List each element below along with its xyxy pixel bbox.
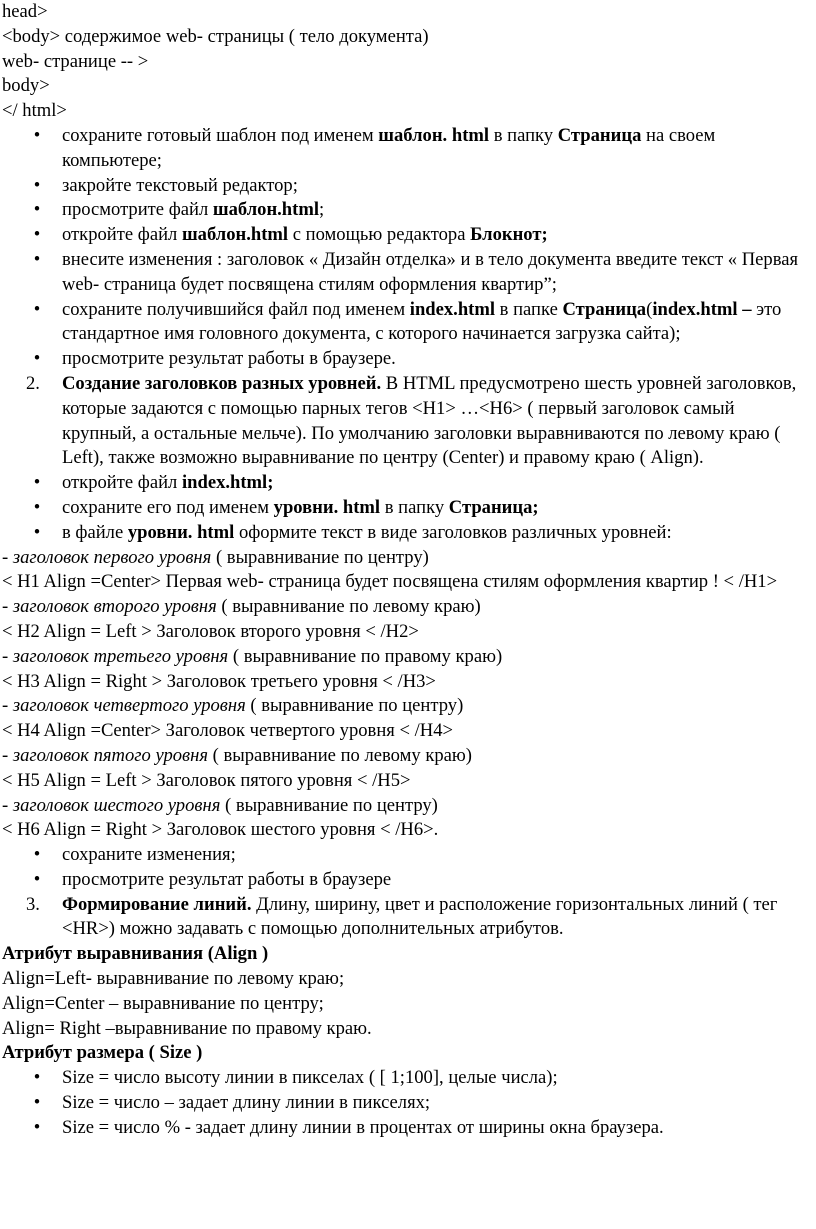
size-list: [0, 1066, 816, 1140]
heading-level-note: - заголовок шестого уровня ( выравнивание по центру): [2, 794, 438, 816]
bullet-icon: •: [33, 868, 41, 890]
code-line: head>: [2, 1, 48, 22]
list-item: • Size = число высоту линии в пикселах ( [ 1;100], целые числа);: [0, 1066, 816, 1091]
code-line: </ html>: [2, 100, 67, 122]
section-heading: Атрибут размера ( Size ): [2, 1042, 203, 1064]
list-item: • просмотрите результат работы в браузере: [0, 868, 816, 893]
list-item: • просмотрите файл шаблон.html;: [0, 198, 816, 223]
heading-code-line: < H4 Align =Center> Заголовок четвертого уровня < /H4>: [2, 720, 453, 742]
heading-code-line: < H6 Align = Right > Заголовок шестого уровня < /H6>.: [2, 819, 439, 841]
bullet-icon: •: [33, 1092, 41, 1114]
code-line: <body> содержимое web- страницы ( тело документа): [2, 25, 429, 47]
bullet-icon: •: [33, 248, 41, 270]
bullet-icon: •: [33, 472, 41, 494]
list-item: • внесите изменения : заголовок « Дизайн отделка» и в тело документа введите текст « Первая web- страница будет посвящена стилям оформления квартир”;: [0, 248, 816, 298]
bullet-icon: •: [33, 348, 41, 370]
list-item: • Size = число % - задает длину линии в процентах от ширины окна браузера.: [0, 1116, 816, 1141]
code-line: web- странице -- >: [2, 50, 149, 72]
list-item: • сохраните готовый шаблон под именем шаблон. html в папку Страница на своем компьютере;: [0, 124, 816, 174]
bullet-icon: •: [33, 844, 41, 866]
numbered-item: 3. Формирование линий. Длину, ширину, цвет и расположение горизонтальных линий ( тег <HR>) можно задавать с помощью дополнительных атрибутов.: [26, 893, 778, 940]
list-item: • закройте текстовый редактор;: [0, 174, 816, 199]
bullet-icon: •: [33, 124, 41, 146]
heading-code-line: < H5 Align = Left > Заголовок пятого уровня < /H5>: [2, 769, 411, 791]
bullet-icon: •: [33, 521, 41, 543]
align-line: Align= Right –выравнивание по правому краю.: [2, 1017, 372, 1039]
item-number: 3.: [26, 893, 40, 915]
section-heading: Атрибут выравнивания (Align ): [2, 943, 269, 965]
align-line: Align=Center – выравнивание по центру;: [2, 992, 324, 1014]
list-item: • Size = число – задает длину линии в пикселях;: [0, 1091, 816, 1116]
bullet-icon: •: [33, 298, 41, 320]
steps-list: [0, 124, 816, 546]
heading-level-note: - заголовок четвертого уровня ( выравнивание по центру): [2, 695, 464, 717]
list-item: • в файле уровни. html оформите текст в виде заголовков различных уровней:: [0, 521, 816, 546]
heading-level-note: - заголовок третьего уровня ( выравнивание по правому краю): [2, 645, 503, 667]
heading-code-line: < H3 Align = Right > Заголовок третьего уровня < /H3>: [2, 670, 436, 692]
list-item: • сохраните изменения;: [0, 843, 816, 868]
bullet-icon: •: [33, 1116, 41, 1138]
bullet-icon: •: [33, 199, 41, 221]
steps-list: [0, 843, 816, 942]
list-item: • откройте файл index.html;: [0, 471, 816, 496]
list-item: • откройте файл шаблон.html с помощью редактора Блокнот;: [0, 223, 816, 248]
bullet-icon: •: [33, 1067, 41, 1089]
bullet-icon: •: [33, 496, 41, 518]
bullet-icon: •: [33, 224, 41, 246]
numbered-item: 2. Создание заголовков разных уровней. В HTML предусмотрено шесть уровней заголовков, которые задаются с помощью парных тегов <H1> …<H6> ( первый заголовок самый крупный, а остальные мельче). По умолчанию заголовки выравниваются по левому краю ( Left), также возможно выравнивание по центру (Center) и правому краю ( Align).: [26, 372, 797, 469]
align-line: Align=Left- выравнивание по левому краю;: [2, 968, 345, 990]
code-line: body>: [2, 75, 50, 97]
heading-level-note: - заголовок второго уровня ( выравнивание по левому краю): [2, 596, 481, 618]
item-number: 2.: [26, 372, 40, 394]
heading-code-line: < H1 Align =Center> Первая web- страница будет посвящена стилям оформления квартир ! < /H1>: [2, 571, 778, 593]
heading-level-note: - заголовок пятого уровня ( выравнивание по левому краю): [2, 744, 472, 766]
list-item: • просмотрите результат работы в браузере.: [0, 347, 816, 372]
list-item: • сохраните получившийся файл под именем index.html в папке Страница(index.html – это стандартное имя головного документа, с которого начинается загрузка сайта);: [0, 298, 816, 348]
heading-level-note: - заголовок первого уровня ( выравнивание по центру): [2, 546, 429, 568]
bullet-icon: •: [33, 174, 41, 196]
heading-code-line: < H2 Align = Left > Заголовок второго уровня < /H2>: [2, 620, 419, 642]
list-item: • сохраните его под именем уровни. html в папку Страница;: [0, 496, 816, 521]
